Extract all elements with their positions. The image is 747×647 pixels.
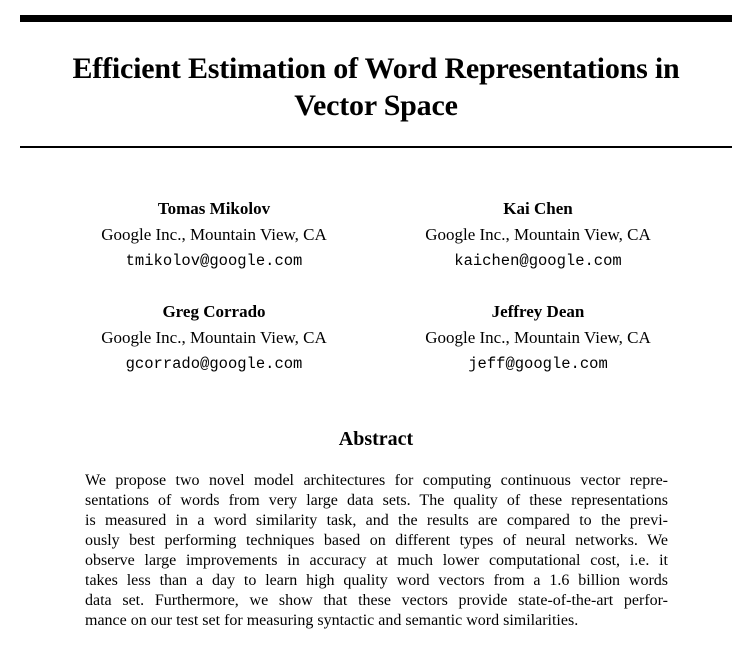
abstract-line: We propose two novel model architectures for computing continuous vector repre- — [85, 472, 668, 489]
author-name: Kai Chen — [503, 199, 573, 218]
abstract-line: data set. Furthermore, we show that these vectors provide state-of-the-art perfor- — [85, 592, 668, 609]
author-affiliation: Google Inc., Mountain View, CA — [101, 225, 327, 244]
author-block-greg-corrado — [64, 299, 364, 377]
author-email: gcorrado@google.com — [125, 355, 303, 373]
abstract-line: takes less than a day to learn high quality word vectors from a 1.6 billion words — [85, 572, 668, 589]
author-block-jeffrey-dean — [388, 299, 688, 377]
abstract-line: sentations of words from very large data sets. The quality of these representations — [85, 492, 668, 509]
top-rule — [20, 15, 732, 22]
author-block-kai-chen — [388, 196, 688, 274]
author-email: tmikolov@google.com — [125, 252, 303, 270]
abstract-line: observe large improvements in accuracy at much lower computational cost, i.e. it — [85, 552, 668, 569]
abstract-heading: Abstract — [338, 428, 414, 450]
author-affiliation: Google Inc., Mountain View, CA — [425, 225, 651, 244]
paper-title-line: Efficient Estimation of Word Representations in — [72, 52, 680, 85]
abstract-line: is measured in a word similarity task, and the results are compared to the previ- — [85, 512, 668, 529]
author-email: jeff@google.com — [468, 355, 608, 373]
abstract-line: mance on our test set for measuring syntactic and semantic word similarities. — [85, 612, 579, 629]
title-bottom-rule — [20, 146, 732, 148]
author-affiliation: Google Inc., Mountain View, CA — [425, 328, 651, 347]
abstract-body — [85, 471, 668, 631]
abstract-line: ously best performing techniques based on different types of neural networks. We — [85, 532, 668, 549]
paper-title-line: Vector Space — [294, 89, 458, 122]
author-name: Tomas Mikolov — [157, 199, 271, 218]
author-name: Jeffrey Dean — [491, 302, 585, 321]
author-block-tomas-mikolov — [64, 196, 364, 274]
paper-title — [20, 50, 732, 124]
author-affiliation: Google Inc., Mountain View, CA — [101, 328, 327, 347]
author-name: Greg Corrado — [162, 302, 266, 321]
author-email: kaichen@google.com — [454, 252, 622, 270]
